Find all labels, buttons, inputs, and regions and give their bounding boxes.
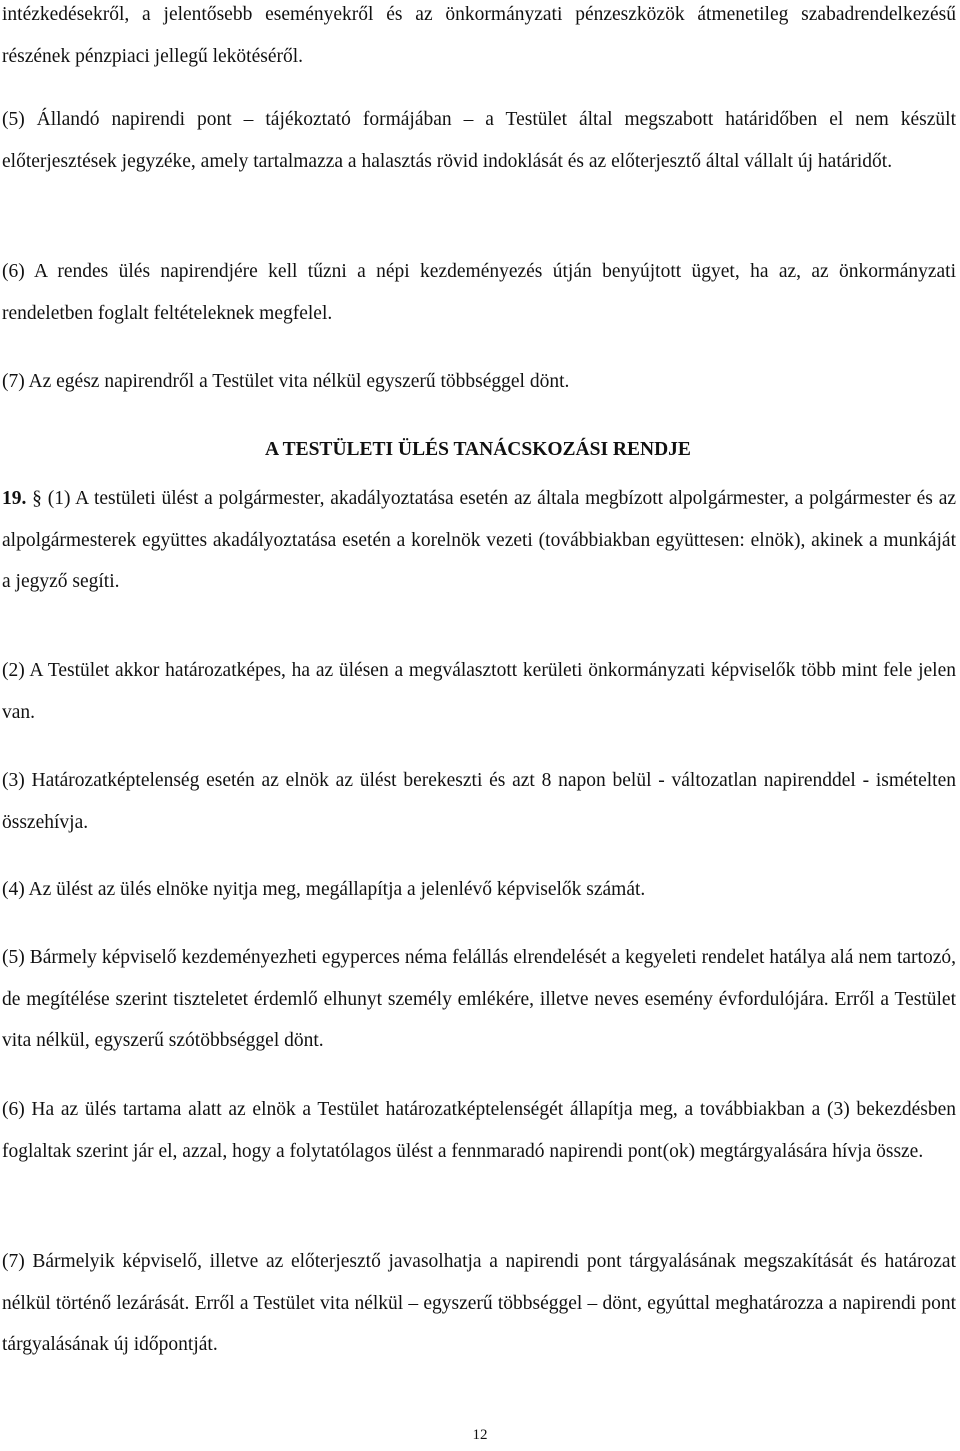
section-paragraph-1-text: (1) A testületi ülést a polgármester, akadályoztatása esetén az általa megbízott alpolgármester, a polgármester és az alpolgármesterek együttes akadályoztatása esetén a korelnök vezeti (továbbiakban együttesen: elnök), akinek a munkáját a jegyző segíti. xyxy=(2,488,956,592)
section-symbol: § xyxy=(32,488,42,509)
paragraph-5: (5) Állandó napirendi pont – tájékoztató formájában – a Testület által megszabott határidőben el nem készült előterjesztések jegyzéke, amely tartalmazza a halasztás rövid indoklását és az előterjesztő által vállalt új határidőt. xyxy=(2,109,956,172)
section-19-paragraph-3: (3) Határozatképtelenség esetén az elnök az ülést berekeszti és azt 8 napon belül - változatlan napirenddel - ismételten összehívja. xyxy=(2,770,956,833)
section-heading: A TESTÜLETI ÜLÉS TANÁCSKOZÁSI RENDJE xyxy=(265,439,691,460)
section-19-paragraph-5: (5) Bármely képviselő kezdeményezheti egyperces néma felállás elrendelését a kegyeleti rendelet hatálya alá nem tartozó, de megítélése szerint tiszteletet érdemlő elhunyt személy emlékére, illetve neves esemény évfordulójára. Erről a Testület vita nélkül, egyszerű szótöbbséggel dönt. xyxy=(2,947,956,1051)
section-19-paragraph-1 xyxy=(2,478,956,603)
paragraph-7: (7) Az egész napirendről a Testület vita nélkül egyszerű többséggel dönt. xyxy=(2,371,570,392)
paragraph-6: (6) A rendes ülés napirendjére kell tűzni a népi kezdeményezés útján benyújtott ügyet, ha az, az önkormányzati rendeletben foglalt feltételeknek megfelel. xyxy=(2,261,956,324)
section-number: 19. xyxy=(2,488,27,509)
section-19-paragraph-4: (4) Az ülést az ülés elnöke nyitja meg, megállapítja a jelenlévő képviselők számát. xyxy=(2,879,646,900)
page-number: 12 xyxy=(472,1427,488,1443)
section-19-paragraph-7: (7) Bármelyik képviselő, illetve az előterjesztő javasolhatja a napirendi pont tárgyalásának megszakítását és határozat nélkül történő lezárását. Erről a Testület vita nélkül – egyszerű többséggel – dönt, egyúttal meghatározza a napirendi pont tárgyalásának új időpontját. xyxy=(2,1251,956,1355)
section-19-paragraph-2: (2) A Testület akkor határozatképes, ha az ülésen a megválasztott kerületi önkormányzati képviselők több mint fele jelen van. xyxy=(2,660,956,723)
paragraph-continuation: intézkedésekről, a jelentősebb eseményekről és az önkormányzati pénzeszközök átmenetileg szabadrendelkezésű részének pénzpiaci jellegű lekötéséről. xyxy=(2,4,956,67)
section-19-paragraph-6: (6) Ha az ülés tartama alatt az elnök a Testület határozatképtelenségét állapítja meg, a továbbiakban a (3) bekezdésben foglaltak szerint jár el, azzal, hogy a folytatólagos ülést a fennmaradó napirendi pont(ok) megtárgyalására hívja össze. xyxy=(2,1099,956,1162)
